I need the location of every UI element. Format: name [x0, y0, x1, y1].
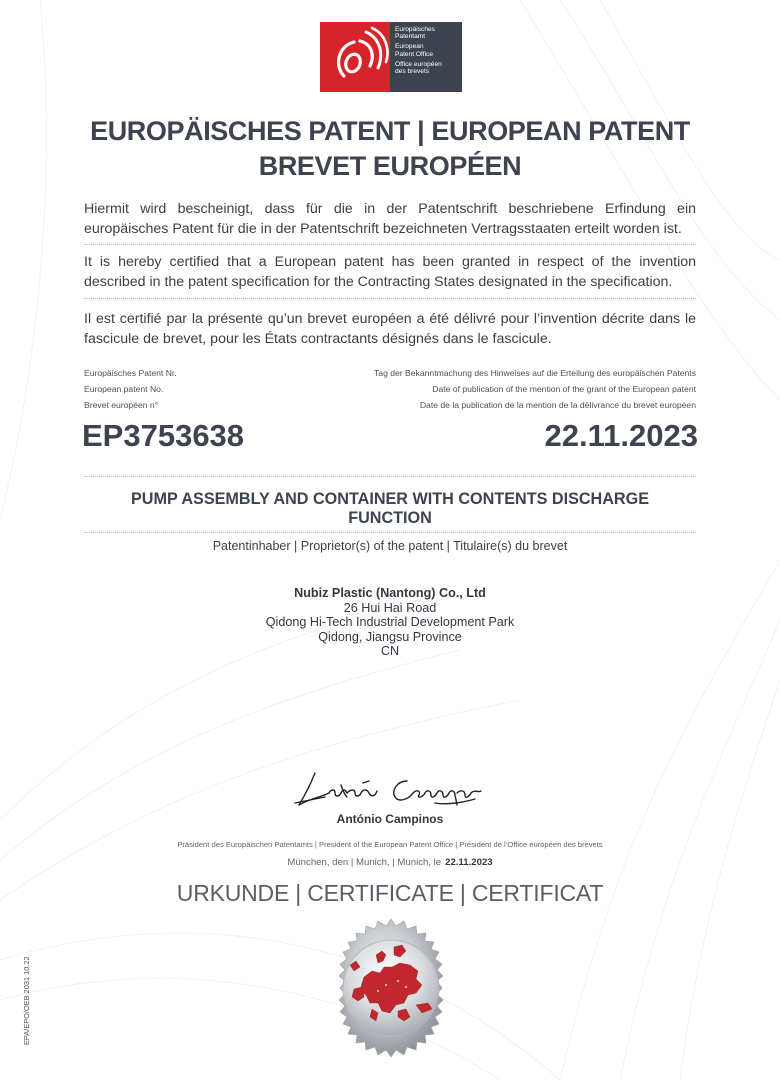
statement-en: It is hereby certified that a European patent has been granted in respect of the invention described in the patent specification for the Contracting States designated in the specification.	[84, 254, 696, 290]
signatory-name: António Campinos	[336, 812, 444, 826]
label: Europäisches Patent Nr.	[84, 368, 177, 378]
logo-line: des brevets	[395, 68, 430, 76]
statement-de: Hiermit wird bescheinigt, dass für die in der Patentschrift beschriebene Erfindung ein europäisches Patent für die in der Patentschrift bezeichneten Vertragsstaaten erteilt worden ist.	[84, 201, 696, 237]
patent-number-labels	[84, 365, 177, 413]
proprietor-heading: Patentinhaber | Proprietor(s) of the patent | Titulaire(s) du brevet	[212, 539, 568, 553]
label: Date of publication of the mention of the grant of the European patent	[432, 384, 696, 394]
invention-title-line1: PUMP ASSEMBLY AND CONTAINER WITH CONTENTS DISCHARGE	[130, 490, 650, 508]
certificate-label: URKUNDE | CERTIFICATE | CERTIFICAT	[176, 880, 604, 906]
europe-seal-icon	[320, 917, 462, 1059]
epo-logo-mark	[320, 22, 390, 92]
divider	[84, 244, 696, 245]
divider	[84, 298, 696, 299]
signatory-role: Präsident des Europäischen Patentamts | President of the European Patent Office | Président de l’Office européen des brevets	[177, 840, 603, 849]
divider	[84, 532, 696, 533]
logo-line: Patentamt	[395, 33, 426, 41]
document-title-line1: EUROPÄISCHES PATENT | EUROPEAN PATENT	[90, 116, 690, 146]
patent-number: EP3753638	[82, 418, 245, 453]
issue-date: 22.11.2023	[445, 857, 493, 868]
publication-date: 22.11.2023	[544, 418, 698, 453]
logo-line: Europäisches	[395, 26, 435, 33]
proprietor-address-line: Qidong, Jiangsu Province	[318, 629, 462, 644]
handwritten-signature	[285, 763, 495, 813]
divider	[84, 476, 696, 477]
statement-fr: Il est certifié par la présente qu’un brevet européen a été délivré pour l’invention décrite dans le fascicule de brevet, pour les États contractants désignés dans le fascicule.	[84, 311, 696, 347]
proprietor-address-line: Qidong Hi-Tech Industrial Development Park	[265, 615, 515, 629]
epo-logo	[320, 22, 462, 92]
proprietor-block	[0, 586, 780, 659]
form-code: EPA/EPO/OEB 2031 10.22	[22, 956, 31, 1045]
publication-date-labels	[374, 365, 696, 413]
proprietor-name: Nubiz Plastic (Nantong) Co., Ltd	[294, 586, 486, 600]
invention-title-line2: FUNCTION	[348, 509, 432, 527]
place-label: München, den | Munich, | Munich, le	[287, 857, 442, 868]
logo-line: Office européen	[395, 60, 442, 68]
epo-logo-icon	[320, 22, 390, 92]
logo-line: Patent Office	[395, 50, 433, 58]
document-title-line2: BREVET EUROPÉEN	[258, 151, 522, 181]
label: European patent No.	[84, 384, 164, 394]
proprietor-address-line: CN	[380, 644, 400, 658]
invention-title	[84, 490, 696, 528]
label: Tag der Bekanntmachung des Hinweises auf die Erteilung des europäischen Patents	[374, 368, 696, 378]
logo-line: European	[395, 43, 424, 51]
label: Date de la publication de la mention de la délivrance du brevet européen	[419, 400, 696, 410]
epo-logo-text	[390, 22, 462, 92]
place-and-date	[0, 857, 780, 868]
proprietor-address-line: 26 Hui Hai Road	[343, 600, 437, 615]
label: Brevet européen n°	[84, 400, 159, 410]
